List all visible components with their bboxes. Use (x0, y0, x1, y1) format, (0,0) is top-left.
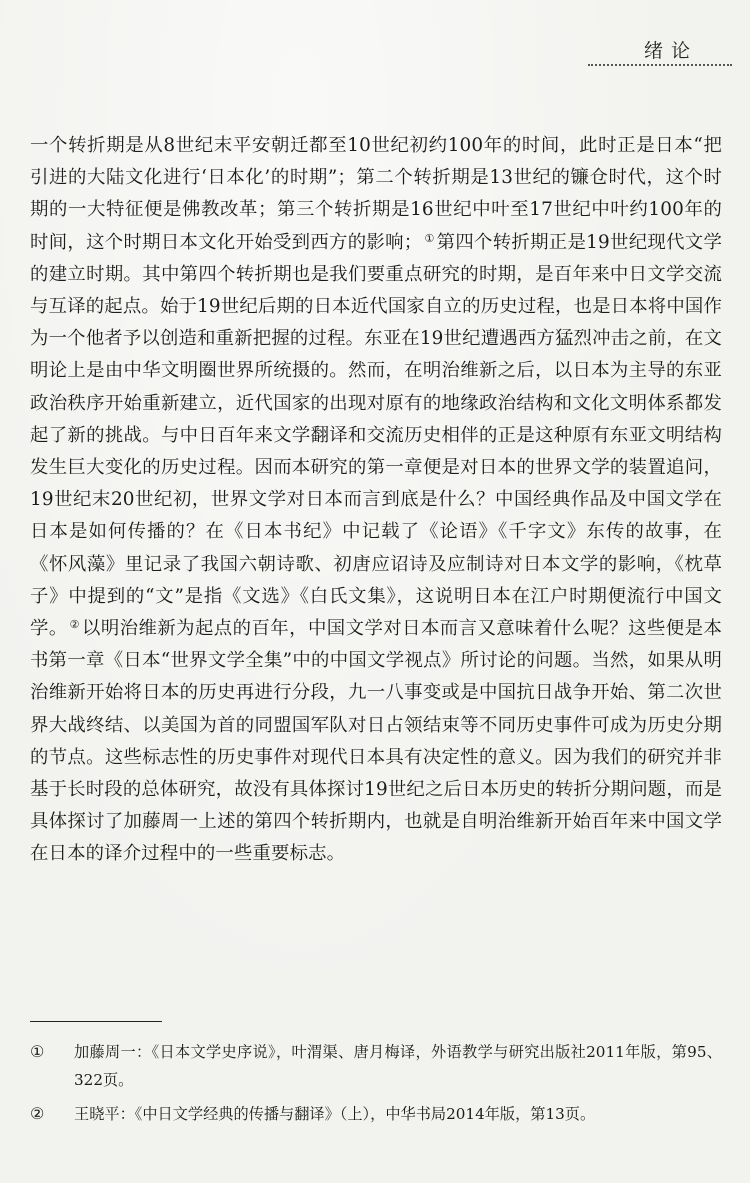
footnote-ref-1[interactable]: ① (424, 231, 435, 245)
footnote-mark: ① (30, 1042, 45, 1061)
footnote-2 (30, 1100, 722, 1128)
running-head: 绪论 (643, 40, 698, 62)
text-segment-1: 一个转折期是从8世纪末平安朝迁都至10世纪初约100年的时间，此时正是日本“把引进的大陆文化进行‘日本化’的时期”；第二个转折期是13世纪的镰仓时代，这个时期的一大特征便是佛教改革；第三个转折期是16世纪中叶至17世纪中叶约100年的时间，这个时期日本文化开始受到西方的影响； (30, 135, 722, 253)
text-segment-2: 第四个转折期正是19世纪现代文学的建立时期。其中第四个转折期也是我们要重点研究的时期，是百年来中日文学交流与互译的起点。始于19世纪后期的日本近代国家自立的历史过程，也是日本将中国作为一个他者予以创造和重新把握的过程。东亚在19世纪遭遇西方猛烈冲击之前，在文明论上是由中华文明圈世界所统摄的。然而，在明治维新之后，以日本为主导的东亚政治秩序开始重新建立，近代国家的出现对原有的地缘政治结构和文化文明体系都发起了新的挑战。与中日百年来文学翻译和交流历史相伴的正是这种原有东亚文明结构发生巨大变化的历史过程。因而本研究的第一章便是对日本的世界文学的装置追问，19世纪末20世纪初，世界文学对日本而言到底是什么？中国经典作品及中国文学在日本是如何传播的？在《日本书纪》中记载了《论语》《千字文》东传的故事，在《怀风藻》里记录了我国六朝诗歌、初唐应诏诗及应制诗对日本文学的影响，《枕草子》中提到的“文”是指《文选》《白氏文集》，这说明日本在江户时期便流行中国文学。 (30, 231, 722, 640)
footnote-text: 加藤周一：《日本文学史序说》，叶渭渠、唐月梅译，外语教学与研究出版社2011年版，第95、322页。 (74, 1043, 722, 1089)
header-dotted-rule (588, 64, 732, 66)
footnote-1 (30, 1038, 722, 1094)
footnote-separator (30, 1021, 162, 1022)
footnote-ref-2[interactable]: ② (69, 618, 80, 632)
footnote-mark: ② (30, 1104, 45, 1123)
main-text (30, 130, 722, 871)
footnote-text: 王晓平：《中日文学经典的传播与翻译》（上），中华书局2014年版，第13页。 (74, 1105, 596, 1123)
footnotes (30, 1038, 722, 1134)
paragraph (30, 130, 722, 871)
text-segment-3: 以明治维新为起点的百年，中国文学对日本而言又意味着什么呢？这些便是本书第一章《日本“世界文学全集”中的中国文学视点》所讨论的问题。当然，如果从明治维新开始将日本的历史再进行分段，九一八事变或是中国抗日战争开始、第二次世界大战终结、以美国为首的同盟国军队对日占领结束等不同历史事件可成为历史分期的节点。这些标志性的历史事件对现代日本具有决定性的意义。因为我们的研究并非基于长时段的总体研究，故没有具体探讨19世纪之后日本历史的转折分期问题，而是具体探讨了加藤周一上述的第四个转折期内，也就是自明治维新开始百年来中国文学在日本的译介过程中的一些重要标志。 (30, 618, 722, 865)
